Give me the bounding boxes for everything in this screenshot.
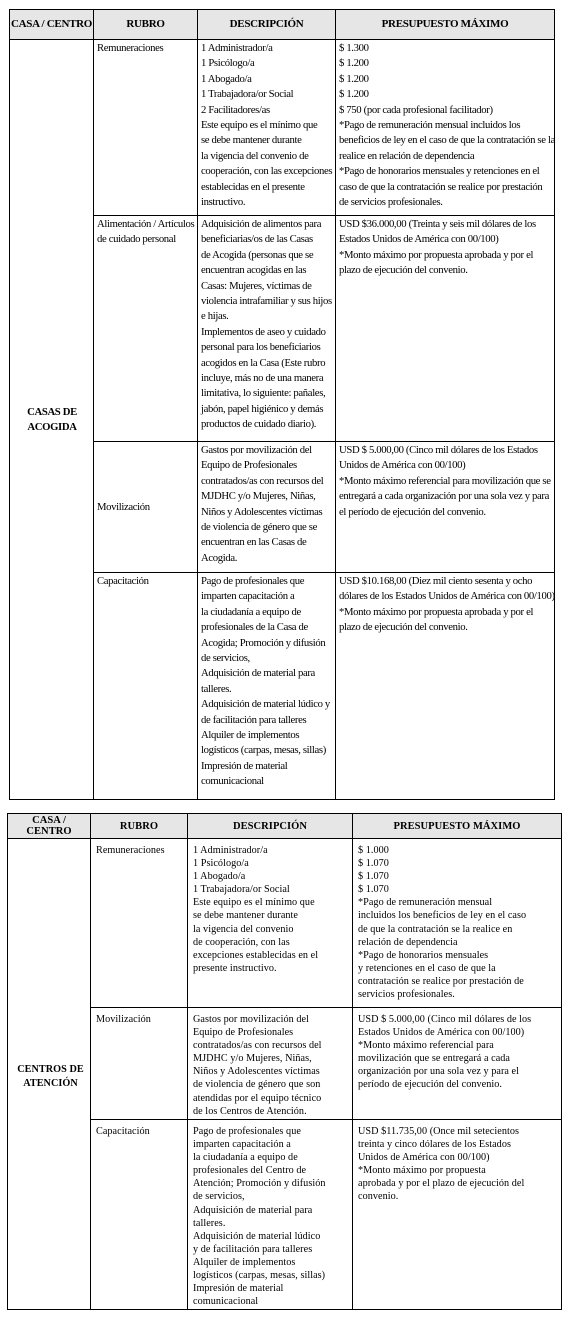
descripcion-line: de servicios, [193, 1191, 245, 1203]
presupuesto-cell [353, 1008, 562, 1120]
descripcion-line: contratados/as con recursos del [193, 1040, 322, 1052]
presupuesto-line: plazo de ejecución del convenio. [339, 621, 468, 634]
budget-table-centros-atencion [7, 813, 562, 1310]
presupuesto-line: USD $36.000,00 (Treinta y seis mil dólares de los [339, 218, 536, 230]
casa-centro-cell [10, 40, 94, 800]
presupuesto-line: USD $ 5.000,00 (Cinco mil dólares de los Estados [339, 444, 538, 456]
presupuesto-line: movilización que se entregará a cada [358, 1053, 510, 1065]
descripcion-line: la ciudadanía a equipo de [193, 1152, 298, 1164]
header-rubro: RUBRO [94, 10, 198, 40]
descripcion-line: personal para los beneficiarios [201, 341, 321, 354]
descripcion-line: Pago de profesionales que [193, 1126, 301, 1137]
header-casa-line: CASA / [32, 815, 66, 826]
descripcion-cell [188, 1120, 353, 1310]
descripcion-line: limitativa, lo siguiente: pañales, [201, 387, 326, 400]
descripcion-line: 1 Trabajadora/or Social [201, 88, 294, 101]
descripcion-line: y de facilitación para talleres [193, 1243, 313, 1255]
presupuesto-line: plazo de ejecución del convenio. [339, 264, 468, 277]
presupuesto-line: de que la contratación se la realice en [358, 923, 513, 935]
rubro-cell [94, 40, 198, 216]
descripcion-line: violencia intrafamiliar y sus hijos [201, 295, 332, 308]
descripcion-line: Impresión de material [201, 759, 288, 772]
descripcion-line: Casas: Mujeres, víctimas de [201, 279, 312, 292]
descripcion-line: comunicacional [193, 1296, 259, 1308]
table-row [10, 40, 555, 216]
header-presupuesto: PRESUPUESTO MÁXIMO [336, 10, 555, 40]
presupuesto-line: $ 750 (por cada profesional facilitador) [339, 103, 493, 116]
rubro-text: Movilización [96, 1014, 151, 1025]
presupuesto-line: $ 1.200 [339, 57, 369, 70]
descripcion-line: 1 Administrador/a [193, 845, 268, 856]
presupuesto-line: Estados Unidos de América con 00/100) [339, 233, 499, 246]
table-header-row [8, 814, 562, 839]
presupuesto-line: organización por una sola vez y para el [358, 1066, 520, 1078]
table-row [8, 1120, 562, 1310]
descripcion-line: excepciones establecidas en el [193, 949, 319, 961]
descripcion-line: contratados/as con recursos del [201, 474, 324, 487]
table-row [8, 839, 562, 1008]
descripcion-line: de violencia de género que se [201, 521, 317, 534]
casa-label-line: ACOGIDA [27, 421, 77, 433]
presupuesto-line: $ 1.200 [339, 72, 369, 85]
table-header-row [10, 10, 555, 40]
descripcion-line: 1 Psicólogo/a [201, 57, 255, 70]
presupuesto-line: y retenciones en el caso de que la [358, 962, 496, 974]
presupuesto-line: USD $ 5.000,00 (Cinco mil dólares de los [358, 1014, 532, 1025]
descripcion-line: beneficiarias/os de las Casas [201, 233, 313, 246]
presupuesto-line: incluidos los beneficios de ley en el caso [358, 910, 527, 922]
rubro-cell [94, 442, 198, 573]
descripcion-line: la vigencia del convenio [193, 923, 294, 935]
descripcion-line: de servicios, [201, 652, 250, 665]
casa-label-line: CASAS DE [27, 405, 77, 418]
descripcion-cell [198, 216, 336, 442]
header-casa-centro [8, 814, 91, 839]
header-presupuesto: PRESUPUESTO MÁXIMO [353, 814, 562, 839]
descripcion-line: Alquiler de implementos [193, 1256, 296, 1268]
presupuesto-line: USD $10.168,00 (Diez mil ciento sesenta y ocho [339, 575, 533, 587]
descripcion-line: MJDHC y/o Mujeres, Niñas, [201, 490, 316, 503]
descripcion-line: de violencia de género que son [193, 1079, 321, 1091]
presupuesto-line: $ 1.200 [339, 88, 369, 101]
descripcion-line: incluye, más no de una manera [201, 372, 324, 385]
rubro-cell [91, 1120, 188, 1310]
presupuesto-line: realice en relación de dependencia [339, 149, 475, 162]
presupuesto-line: convenio. [358, 1191, 399, 1203]
descripcion-line: Equipo de Profesionales [193, 1027, 294, 1039]
rubro-cell [91, 839, 188, 1008]
descripcion-line: e hijas. [201, 310, 229, 323]
presupuesto-line: $ 1.000 [358, 845, 389, 856]
budget-table-casas-acogida [9, 9, 555, 800]
presupuesto-line: $ 1.300 [339, 42, 369, 54]
descripcion-line: productos de cuidado diario). [201, 418, 317, 431]
header-descripcion: DESCRIPCIÓN [188, 814, 353, 839]
presupuesto-line: servicios profesionales. [358, 989, 455, 1001]
rubro-text: Remuneraciones [96, 845, 165, 856]
presupuesto-line: aprobada y por el plazo de ejecución del [358, 1178, 525, 1190]
descripcion-line: establecidas en el presente [201, 180, 305, 193]
descripcion-line: profesionales del Centro de [193, 1165, 307, 1177]
presupuesto-line: beneficios de ley en el caso de que la contratación se la [339, 134, 555, 147]
presupuesto-line: entregará a cada organización por una sola vez y para [339, 490, 550, 503]
descripcion-line: 2 Facilitadores/as [201, 103, 270, 116]
rubro-cell [94, 573, 198, 800]
descripcion-line: talleres. [193, 1217, 226, 1229]
presupuesto-line: $ 1.070 [358, 871, 389, 883]
descripcion-line: logísticos (carpas, mesas, sillas) [193, 1270, 326, 1282]
header-rubro: RUBRO [91, 814, 188, 839]
descripcion-line: Implementos de aseo y cuidado [201, 325, 326, 338]
presupuesto-cell [336, 442, 555, 573]
presupuesto-line: $ 1.070 [358, 884, 389, 896]
presupuesto-cell [336, 40, 555, 216]
descripcion-line: Adquisición de material lúdico y [201, 698, 330, 711]
table-row [8, 1008, 562, 1120]
descripcion-line: profesionales de la Casa de [201, 621, 308, 634]
descripcion-line: Acogida; Promoción y difusión [201, 636, 326, 649]
descripcion-line: MJDHC y/o Mujeres, Niñas, [193, 1053, 312, 1065]
descripcion-cell [188, 839, 353, 1008]
descripcion-line: imparten capacitación a [193, 1139, 291, 1151]
rubro-text: Alimentación / Artículos [97, 218, 195, 230]
descripcion-line: Este equipo es el mínimo que [201, 119, 318, 132]
descripcion-line: instructivo. [201, 196, 246, 209]
rubro-text: Capacitación [97, 575, 149, 587]
descripcion-cell [198, 442, 336, 573]
rubro-text: Remuneraciones [97, 42, 164, 54]
presupuesto-line: *Monto máximo por propuesta [358, 1165, 486, 1177]
descripcion-line: Niños y Adolescentes víctimas [201, 505, 323, 518]
casa-label-line: ATENCIÓN [23, 1077, 78, 1089]
presupuesto-line: *Pago de remuneración mensual incluidos los [339, 119, 521, 132]
descripcion-cell [188, 1008, 353, 1120]
presupuesto-line: $ 1.070 [358, 858, 389, 870]
casa-centro-cell [8, 839, 91, 1310]
descripcion-line: Alquiler de implementos [201, 729, 300, 742]
descripcion-line: Adquisición de material para [201, 667, 315, 680]
descripcion-line: cooperación, con las excepciones [201, 165, 333, 178]
presupuesto-line: *Monto máximo por propuesta aprobada y por el [339, 248, 534, 261]
presupuesto-line: el período de ejecución del convenio. [339, 505, 486, 518]
rubro-text: Movilización [97, 500, 150, 513]
presupuesto-line: *Monto máximo referencial para movilización que se [339, 474, 551, 487]
descripcion-line: Gastos por movilización del [193, 1014, 309, 1025]
header-casa-line: CENTRO [26, 826, 72, 837]
presupuesto-line: Estados Unidos de América con 00/100) [358, 1027, 525, 1039]
header-descripcion: DESCRIPCIÓN [198, 10, 336, 40]
descripcion-line: de cooperación, con las [193, 936, 290, 948]
presupuesto-line: *Monto máximo referencial para [358, 1040, 494, 1052]
casa-label-line: CENTROS DE [17, 1064, 84, 1076]
presupuesto-line: Unidos de América con 00/100) [358, 1152, 490, 1164]
descripcion-line: se debe mantener durante [201, 134, 302, 147]
descripcion-line: se debe mantener durante [193, 910, 299, 922]
descripcion-line: encuentran acogidas en las [201, 264, 307, 277]
descripcion-line: 1 Abogado/a [201, 72, 252, 85]
presupuesto-cell [353, 1120, 562, 1310]
presupuesto-line: *Monto máximo por propuesta aprobada y por el [339, 605, 534, 618]
descripcion-cell [198, 573, 336, 800]
descripcion-line: logísticos (carpas, mesas, sillas) [201, 744, 326, 757]
descripcion-line: Impresión de material [193, 1283, 284, 1295]
presupuesto-line: treinta y cinco dólares de los Estados [358, 1139, 511, 1151]
presupuesto-line: contratación se realice por prestación de [358, 975, 524, 987]
descripcion-line: Adquisición de material lúdico [193, 1230, 321, 1242]
rubro-text: Capacitación [96, 1126, 150, 1137]
presupuesto-line: *Pago de remuneración mensual [358, 897, 493, 909]
descripcion-line: de los Centros de Atención. [193, 1105, 307, 1117]
presupuesto-line: de servicios profesionales. [339, 196, 443, 209]
descripcion-line: Equipo de Profesionales [201, 459, 297, 472]
descripcion-line: 1 Abogado/a [193, 871, 246, 883]
descripcion-line: 1 Psicólogo/a [193, 858, 249, 870]
descripcion-line: jabón, papel higiénico y demás [201, 402, 324, 415]
descripcion-line: Atención; Promoción y difusión [193, 1178, 326, 1190]
presupuesto-cell [336, 573, 555, 800]
descripcion-line: encuentran en las Casas de [201, 536, 307, 549]
presupuesto-line: *Pago de honorarios mensuales y retenciones en el [339, 165, 540, 178]
descripcion-line: imparten capacitación a [201, 590, 295, 603]
descripcion-line: acogidos en la Casa (Este rubro [201, 356, 326, 369]
descripcion-line: Este equipo es el mínimo que [193, 897, 315, 909]
presupuesto-line: Unidos de América con 00/100) [339, 459, 466, 472]
presupuesto-line: *Pago de honorarios mensuales [358, 949, 489, 961]
descripcion-line: la vigencia del convenio de [201, 149, 309, 162]
rubro-cell [94, 216, 198, 442]
presupuesto-cell [336, 216, 555, 442]
rubro-cell [91, 1008, 188, 1120]
descripcion-line: Adquisición de material para [193, 1204, 313, 1216]
descripcion-line: Niños y Adolescentes víctimas [193, 1066, 320, 1078]
descripcion-line: Adquisición de alimentos para [201, 218, 322, 230]
presupuesto-line: USD $11.735,00 (Once mil setecientos [358, 1126, 519, 1137]
header-casa-centro: CASA / CENTRO [10, 10, 94, 40]
descripcion-line: Acogida. [201, 551, 238, 564]
descripcion-line: presente instructivo. [193, 962, 277, 974]
descripcion-line: Gastos por movilización del [201, 444, 312, 456]
descripcion-line: 1 Trabajadora/or Social [193, 884, 290, 896]
presupuesto-line: período de ejecución del convenio. [358, 1079, 502, 1091]
descripcion-line: 1 Administrador/a [201, 42, 273, 54]
descripcion-line: atendidas por el equipo técnico [193, 1092, 322, 1104]
descripcion-line: comunicacional [201, 775, 264, 788]
descripcion-cell [198, 40, 336, 216]
descripcion-line: Pago de profesionales que [201, 575, 305, 587]
presupuesto-cell [353, 839, 562, 1008]
descripcion-line: talleres. [201, 682, 232, 695]
descripcion-line: la ciudadanía a equipo de [201, 605, 301, 618]
descripcion-line: de Acogida (personas que se [201, 248, 314, 261]
descripcion-line: de facilitación para talleres [201, 713, 307, 726]
rubro-text: de cuidado personal [97, 233, 176, 246]
presupuesto-line: dólares de los Estados Unidos de América con 00/100) [339, 590, 555, 603]
presupuesto-line: relación de dependencia [358, 936, 458, 948]
presupuesto-line: caso de que la contratación se realice por prestación [339, 180, 543, 193]
